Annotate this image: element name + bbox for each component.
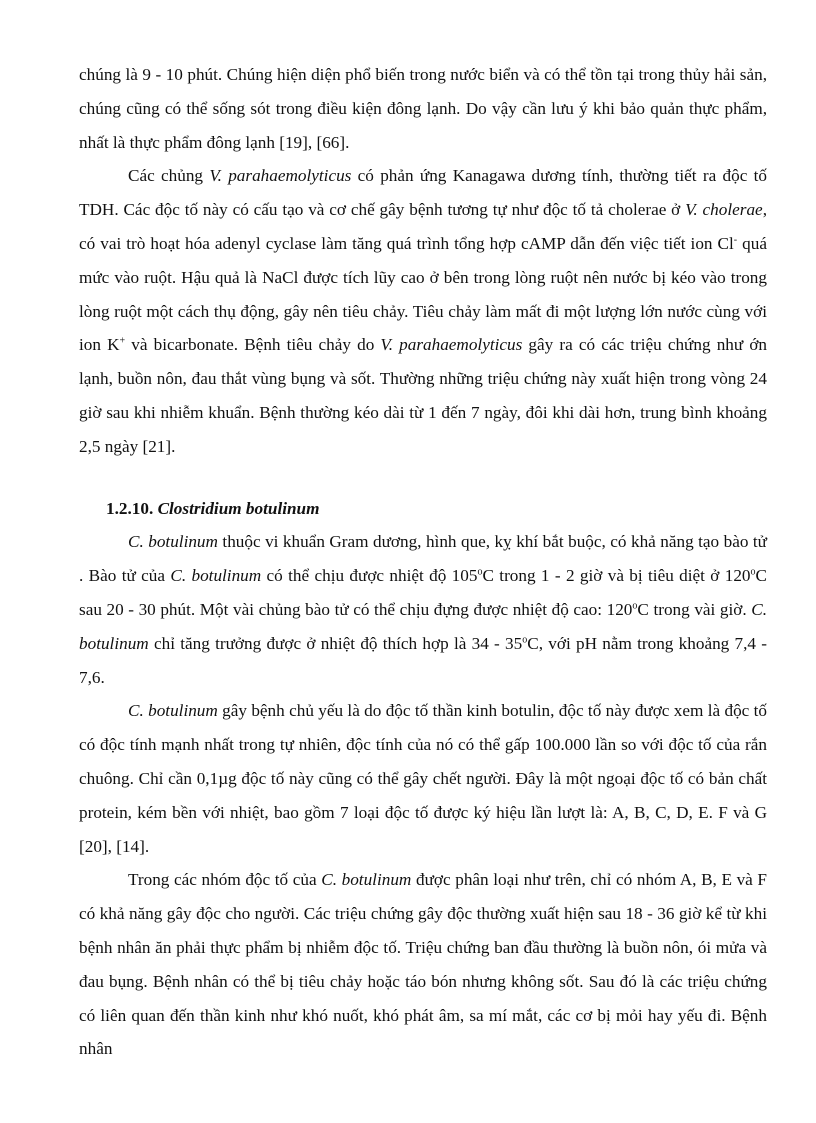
section-heading <box>79 492 767 526</box>
text-run: C sau 20 - 30 phút. Một vài chủng bào tử có thể chịu đựng được nhiệt độ cao: 120 <box>79 566 767 619</box>
text-run: được phân loại như trên, chỉ có nhóm A, B, E và F có khả năng gây độc cho người. Các triệu chứng gây độc thường xuất hiện sau 18 - 36 giờ kể từ khi bệnh nhân ăn phải thực phẩm bị nhiễm độc tố. Triệu chứng ban đầu thường là buồn nôn, ói mửa và đau bụng. Bệnh nhân có thể bị tiêu chảy hoặc táo bón nhưng không sốt. Sau đó là các triệu chứng có liên quan đến thần kinh như khó nuốt, khó phát âm, sa mí mắt, các cơ bị mỏi hay yếu đi. Bệnh nhân <box>79 870 767 1059</box>
paragraph-text: chúng là 9 - 10 phút. Chúng hiện diện phổ biến trong nước biển và có thể tồn tại trong thủy hải sản, chúng cũng có thể sống sót trong điều kiện đông lạnh. Do vậy cần lưu ý khi bảo quản thực phẩm, nhất là thực phẩm đông lạnh [19], [66]. <box>79 65 767 152</box>
text-run: có thể chịu được nhiệt độ 105 <box>261 566 478 586</box>
text-run: chỉ tăng trưởng được ở nhiệt độ thích hợp là 34 - 35 <box>148 633 523 653</box>
superscript: + <box>119 335 126 347</box>
species-name: V. parahaemolyticus <box>209 166 352 186</box>
superscript: o <box>632 600 638 612</box>
text-run: quá mức vào ruột. Hậu quả là NaCl được tích lũy cao ở bên trong lòng ruột nên nước bị kéo vào trong lòng ruột một cách thụ động, gây nên tiêu chảy. Tiêu chảy làm mất đi một lượng lớn nước cùng với ion K <box>79 233 767 355</box>
superscript: o <box>750 566 756 578</box>
page-content <box>79 58 767 1066</box>
paragraph-vibrio-persistence <box>79 58 767 159</box>
species-name: C. botulinum <box>170 566 262 586</box>
species-name: C. botulinum <box>79 599 767 653</box>
superscript: o <box>477 566 483 578</box>
text-run: Trong các nhóm độc tố của <box>128 870 322 890</box>
paragraph-botulinum-symptoms <box>79 863 767 1066</box>
heading-title: Clostridium botulinum <box>157 498 320 518</box>
species-name: C. botulinum <box>321 870 412 890</box>
text-run: C, với pH nằm trong khoảng 7,4 - 7,6. <box>79 633 767 687</box>
paragraph-botulinum-description <box>79 525 767 694</box>
text-run: thuộc vi khuẩn Gram dương, hình que, kỵ khí bắt buộc, có khả năng tạo bào tử . Bào tử của <box>79 532 768 586</box>
paragraph-vibrio-toxin <box>79 159 767 463</box>
superscript: - <box>733 234 738 246</box>
species-name: C. botulinum <box>128 532 218 552</box>
section-spacer <box>79 464 767 492</box>
species-name: V. cholerae <box>685 200 763 220</box>
text-run: gây bệnh chủ yếu là do độc tố thần kinh botulin, độc tố này được xem là độc tố có độc tính mạnh nhất trong tự nhiên, độc tính của nó có thể gấp 100.000 lần so với độc tố của rắn chuông. Chỉ cần 0,1µg độc tố này cũng có thể gây chết người. Đây là một ngoại độc tố có bản chất protein, kém bền với nhiệt, bao gồm 7 loại độc tố được ký hiệu lần lượt là: A, B, C, D, E. F và G [20], [14]. <box>79 701 768 856</box>
text-run: , có vai trò hoạt hóa adenyl cyclase làm tăng quá trình tổng hợp cAMP dẫn đến việc tiết ion Cl <box>79 200 767 253</box>
heading-number: 1.2.10. <box>106 498 158 518</box>
species-name: V. parahaemolyticus <box>380 335 523 355</box>
paragraph-botulinum-toxin <box>79 694 767 863</box>
text-run: gây ra có các triệu chứng như ớn lạnh, buồn nôn, đau thắt vùng bụng và sốt. Thường những triệu chứng này xuất hiện trong vòng 24 giờ sau khi nhiễm khuẩn. Bệnh thường kéo dài từ 1 đến 7 ngày, đôi khi dài hơn, trung bình khoảng 2,5 ngày [21]. <box>79 335 768 456</box>
text-run: C trong vài giờ. <box>637 599 752 619</box>
text-run: và bicarbonate. Bệnh tiêu chảy do <box>125 335 381 355</box>
text-run: C trong 1 - 2 giờ và bị tiêu diệt ở 120 <box>482 566 751 586</box>
superscript: o <box>522 634 528 646</box>
text-run: Các chủng <box>128 166 210 186</box>
species-name: C. botulinum <box>128 701 218 721</box>
text-run: có phản ứng Kanagawa dương tính, thường tiết ra độc tố TDH. Các độc tố này có cấu tạo và cơ chế gây bệnh tương tự như độc tố tả cholerae ở <box>79 166 767 220</box>
